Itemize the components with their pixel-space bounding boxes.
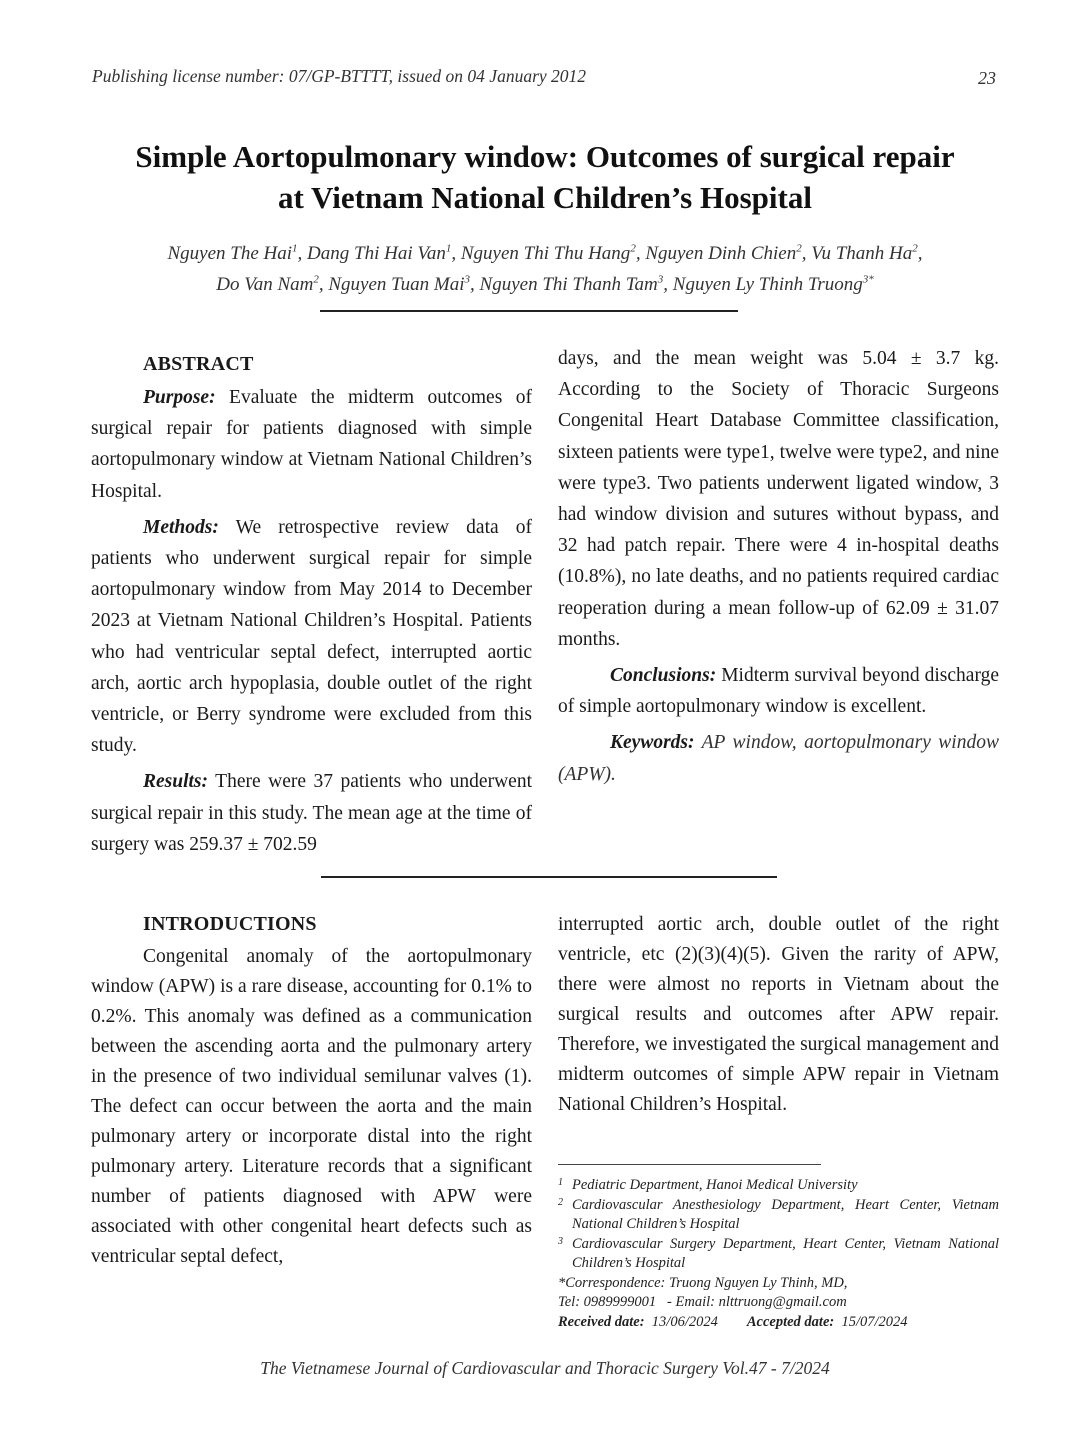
author-name: Nguyen Tuan Mai [328,274,465,295]
introduction-paragraph-continued: interrupted aortic arch, double outlet of the right ventricle, etc (2)(3)(4)(5). Given the rarity of APW, there were almost no reports in Vietnam about the surgical results and outcomes after APW repair. Therefore, we investigated the surgical management and midterm outcomes of simple APW repair in Vietnam National Children’s Hospital. [558,914,999,1115]
keywords-text: AP window, aortopulmonary window (APW). [558,732,999,785]
author-separator: , [318,274,329,295]
author-separator: , [297,243,308,264]
abstract-keywords [558,727,999,789]
affiliation-1: 1 Pediatric Department, Hanoi Medical University [558,1177,858,1193]
intro-left-column [91,910,532,1272]
keywords-label: Keywords: [610,732,695,754]
footnotes [558,1176,999,1332]
author-affiliation: 3* [862,273,874,286]
author-name: Dang Thi Hai Van [307,243,446,264]
results-label: Results: [143,771,209,793]
author-affiliation: 2 [796,242,802,255]
methods-text: We retrospective review data of patients who underwent surgical repair for simple aortopulmonary window from May 2014 to December 2023 at Vietnam National Children’s Hospital. Patients who had ventricular septal defect, interrupted aortic arch, aortic arch hypoplasia, double outlet of the right ventricle, or Berry syndrome were excluded from this study. [91,516,532,757]
author-line-1 [60,238,1030,269]
article-title-line-2: at Vietnam National Children’s Hospital [278,180,812,215]
abstract-left-column [91,350,532,860]
abstract-heading: ABSTRACT [143,353,254,375]
purpose-text: Evaluate the midterm outcomes of surgical repair for patients diagnosed with simple aortopulmonary window at Vietnam National Children’s Hospital. [91,387,532,502]
author-separator: , [451,243,461,264]
author-affiliation: 3 [657,273,664,286]
author-separator: , [663,274,673,295]
page-number: 23 [978,68,996,88]
abstract-right-column [558,343,999,790]
author-name: Nguyen Thi Thanh Tam [479,274,658,295]
received-label: Received date: [558,1313,645,1330]
journal-footer: The Vietnamese Journal of Cardiovascular and Thoracic Surgery Vol.47 - 7/2024 [260,1358,830,1378]
abstract-methods [91,512,532,762]
affiliation-3: 3 Cardiovascular Surgery Department, Heart Center, Vietnam National Children’s Hospital [558,1235,999,1271]
article-title-line-1: Simple Aortopulmonary window: Outcomes of surgical repair [135,139,955,174]
abstract-results [91,766,532,860]
accepted-date: 15/07/2024 [841,1313,908,1330]
introduction-heading: INTRODUCTIONS [143,913,317,935]
introduction-paragraph: Congenital anomaly of the aortopulmonary window (APW) is a rare disease, accounting for 0.1% to 0.2%. This anomaly was defined as a communication between the ascending aorta and the pulmonary artery in the presence of two individual semilunar valves (1). The defect can occur between the aorta and the main pulmonary artery or incorporate distal into the right pulmonary artery. Literature records that a significant number of patients diagnosed with APW were associated with other congenital heart defects such as ventricular septal defect, [91,946,532,1267]
author-separator: , [801,243,812,264]
author-name: Nguyen Thi Thu Hang [460,243,631,264]
author-name: Nguyen Ly Thinh Truong [672,274,863,295]
author-affiliation: 2 [630,242,636,255]
received-date: 13/06/2024 [651,1313,718,1330]
author-separator: , [917,243,923,264]
abstract-divider [321,876,777,878]
title-divider [320,310,738,312]
conclusions-label: Conclusions: [610,665,717,687]
dates-line [558,1313,999,1333]
running-header: Publishing license number: 07/GP-BTTTT, issued on 04 January 2012 [92,66,587,86]
author-name: Do Van Nam [216,274,314,295]
abstract-purpose [91,382,532,507]
author-affiliation: 2 [912,242,918,255]
contact-line [558,1293,999,1313]
results-text: There were 37 patients who underwent surgical repair in this study. The mean age at the time of surgery was 259.37 ± 702.59 [91,771,532,855]
author-name: Nguyen Dinh Chien [645,243,797,264]
author-affiliation: 1 [445,242,452,255]
telephone: Tel: 0989999001 [558,1294,657,1310]
purpose-label: Purpose: [143,387,216,408]
abstract-results-continued: days, and the mean weight was 5.04 ± 3.7 kg. According to the Society of Thoracic Surgeons Congenital Heart Database Committee classification, sixteen patients were type1, twelve were type2, and nine were type3. Two patients underwent ligated window, 3 had window division and sutures without bypass, and 32 had patch repair. There were 4 in-hospital deaths (10.8%), no late deaths, and no patients required cardiac reoperation during a mean follow-up of 62.09 ± 31.07 months. [558,348,999,650]
email: - Email: nlttruong@gmail.com [667,1294,847,1310]
author-name: Nguyen The Hai [167,243,293,264]
methods-label: Methods: [143,516,219,538]
author-affiliation: 1 [292,242,298,255]
author-affiliation: 2 [313,273,319,286]
author-separator: , [635,243,646,264]
author-list [60,238,1030,300]
abstract-conclusions [558,660,999,722]
author-affiliation: 3 [464,273,471,286]
article-title [60,136,1030,218]
author-name: Vu Thanh Ha [811,243,913,264]
intro-right-column [558,910,999,1120]
author-line-2 [60,269,1030,300]
correspondence: *Correspondence: Truong Nguyen Ly Thinh, MD, [558,1274,848,1291]
conclusions-text: Midterm survival beyond discharge of simple aortopulmonary window is excellent. [558,665,999,718]
accepted-label: Accepted date: [746,1313,835,1330]
footnote-divider [558,1164,821,1165]
author-separator: , [470,274,480,295]
affiliation-2: 2 Cardiovascular Anesthesiology Department, Heart Center, Vietnam National Children’s Hospital [558,1196,999,1232]
